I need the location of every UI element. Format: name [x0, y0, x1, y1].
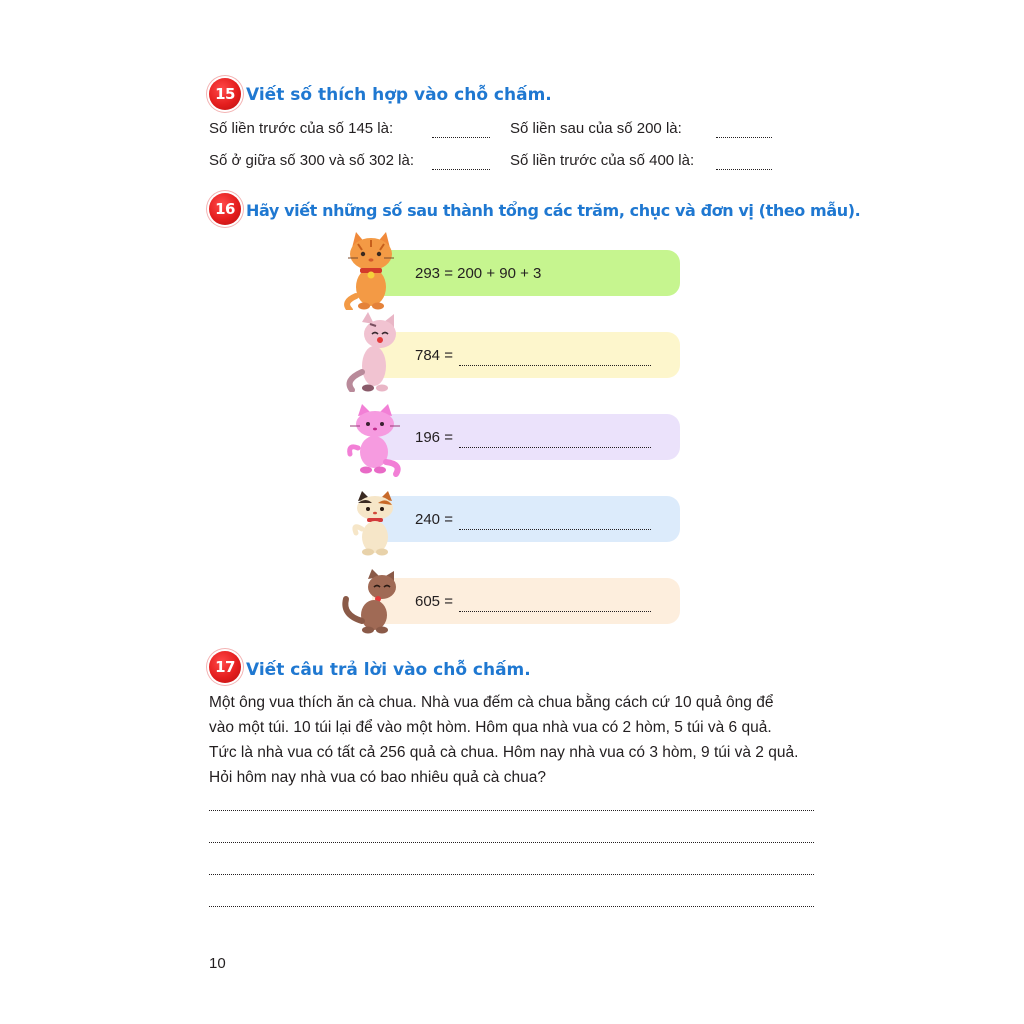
equation-240-label: 240 = — [415, 511, 453, 528]
equation-605-label: 605 = — [415, 593, 453, 610]
exercise-16-number: 16 — [215, 200, 235, 218]
answer-blank-196[interactable] — [459, 446, 651, 448]
problem-line-2: vào một túi. 10 túi lại để vào một hòm. Hôm qua nhà vua có 2 hòm, 5 túi và 6 quả. — [209, 719, 772, 736]
question-15-3-label: Số ở giữa số 300 và số 302 là: — [209, 152, 415, 169]
answer-blank-605[interactable] — [459, 610, 651, 612]
question-15-4-label: Số liền trước của số 400 là: — [510, 152, 695, 169]
question-15-3 — [209, 152, 414, 169]
exercise-17-badge — [209, 651, 241, 683]
equation-784 — [415, 347, 453, 364]
problem-line-1: Một ông vua thích ăn cà chua. Nhà vua đếm cà chua bằng cách cứ 10 quả ông để — [209, 694, 774, 711]
pink-cat-icon — [340, 312, 402, 392]
question-15-2-label: Số liền sau của số 200 là: — [510, 120, 682, 137]
magenta-cat-icon — [344, 400, 406, 480]
answer-line-4[interactable] — [209, 905, 814, 907]
exercise-15-number: 15 — [215, 85, 235, 103]
answer-blank-15-2[interactable] — [716, 136, 772, 138]
answer-blank-15-3[interactable] — [432, 168, 490, 170]
question-15-1 — [209, 120, 393, 137]
problem-line-3: Tức là nhà vua có tất cả 256 quả cà chua. Hôm nay nhà vua có 3 hòm, 9 túi và 2 quả. — [209, 744, 799, 761]
answer-blank-15-4[interactable] — [716, 168, 772, 170]
question-15-2 — [510, 120, 682, 137]
equation-784-label: 784 = — [415, 347, 453, 364]
equation-196-label: 196 = — [415, 429, 453, 446]
exercise-16-heading: Hãy viết những số sau thành tổng các trăm, chục và đơn vị (theo mẫu). — [246, 201, 861, 220]
equation-605 — [415, 593, 453, 610]
question-15-1-label: Số liền trước của số 145 là: — [209, 120, 394, 137]
answer-line-1[interactable] — [209, 809, 814, 811]
answer-blank-15-1[interactable] — [432, 136, 490, 138]
equation-196 — [415, 429, 453, 446]
page-number: 10 — [209, 955, 226, 972]
answer-line-2[interactable] — [209, 841, 814, 843]
answer-blank-784[interactable] — [459, 364, 651, 366]
exercise-15-heading: Viết số thích hợp vào chỗ chấm. — [246, 85, 552, 105]
answer-line-3[interactable] — [209, 873, 814, 875]
problem-line-4: Hỏi hôm nay nhà vua có bao nhiêu quả cà chua? — [209, 769, 546, 786]
example-equation: 293 = 200 + 90 + 3 — [415, 265, 542, 282]
equation-240 — [415, 511, 453, 528]
problem-text — [209, 690, 829, 790]
answer-blank-240[interactable] — [459, 528, 651, 530]
calico-cat-icon — [344, 484, 406, 564]
question-15-4 — [510, 152, 694, 169]
brown-cat-icon — [340, 562, 402, 642]
exercise-15-badge — [209, 78, 241, 110]
orange-cat-icon — [340, 230, 402, 310]
exercise-17-heading: Viết câu trả lời vào chỗ chấm. — [246, 660, 531, 680]
exercise-16-badge — [209, 193, 241, 225]
exercise-17-number: 17 — [215, 658, 235, 676]
